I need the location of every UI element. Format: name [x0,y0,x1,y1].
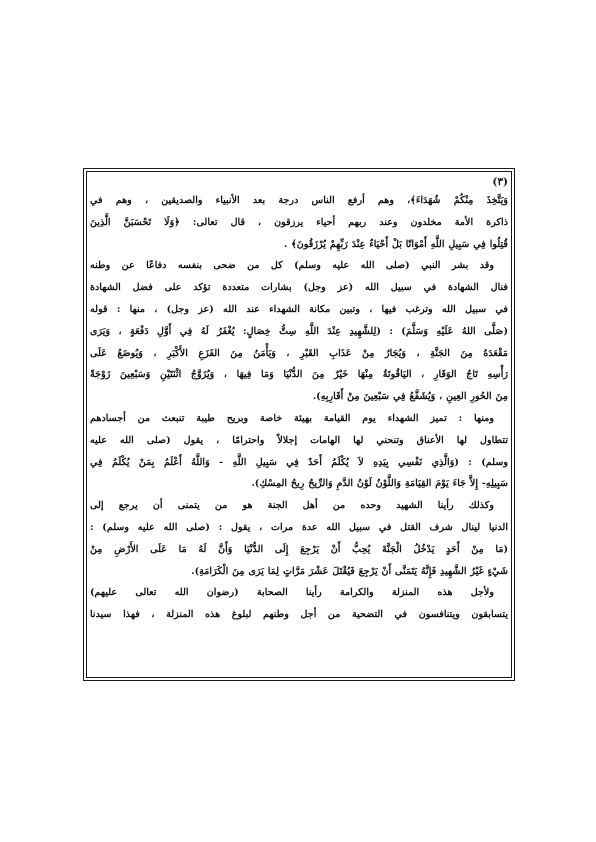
text-line: ولأجل هذه المنزلة والكرامة رأينا الصحابة (رضوان الله تعالى عليهم) [90,587,494,599]
text-line: يتسابقون ويتنافسون في التضحية من أجل وطنهم لبلوغ هذه المنزلة ، فهذا سيدنا [90,609,508,621]
text-line: رَأْسِهِ تَاجُ الوَقَارِ ، اليَاقُوتَةُ مِنْهَا خَيْرٌ مِنَ الدُّنْيَا وَمَا فِيهَا ، وَيُزَوَّجُ اثْنَتَيْنِ وَسَبْعِينَ زَوْجَةً [90,369,508,381]
text-line: ومنها : تميز الشهداء يوم القيامة بهيئة خاصة وبريح طيبة تنبعث من أجسادهم [90,412,494,424]
text-line: سَبِيلِهِ- إِلاَّ جَاءَ يَوْمَ القِيَامَةِ وَاللَّوْنُ لَوْنُ الدَّمِ وَالرِّيحُ رِيحُ المِسْكِ). [251,478,508,490]
text-line: (مَا مِنْ أَحَدٍ يَدْخُلُ الْجَنَّةَ يُحِبُّ أَنْ يَرْجِعَ إِلَى الدُّنْيَا وَأَنَّ لَهُ مَا عَلَى الأَرْضِ مِنْ [90,543,508,555]
text-line: وَيَتَّخِذَ مِنْكُمْ شُهَدَاءَ﴾، وهم أرفع الناس درجة بعد الأنبياء والصديقين ، وهم في [90,195,508,206]
paragraph-5 [90,582,508,626]
text-line: الدنيا لينال شرف القتل في سبيل الله عدة مرات ، يقول : (صلى الله عليه وسلم) : [90,521,508,533]
text-line: وقد بشر النبي (صلى الله عليه وسلم) كل من ضحى بنفسه دفاعًا عن وطنه [90,260,494,272]
text-line: تتطاول لها الأعناق وتنحني لها الهامات إجلالاً واحترامًا ، يقول (صلى الله عليه [90,434,508,446]
paragraph-1 [90,190,508,255]
paragraph-2 [90,255,508,408]
paragraph-4 [90,495,508,582]
paragraph-3 [90,408,508,495]
text-line: (صَلَّى اللهُ عَلَيْهِ وَسَلَّمَ) : (لِلشَّهِيدِ عِنْدَ اللَّهِ سِتُّ خِصَالٍ: يُغْفَرُ لَهُ فِي أَوَّلِ دَفْعَةٍ ، وَيَرَى [90,325,508,337]
text-line: وسلم) : (وَالَّذِي نَفْسِي بِيَدِهِ لاَ يُكْلَمُ أَحَدٌ فِي سَبِيلِ اللَّهِ - وَاللَّهُ أَعْلَمُ بِمَنْ يُكْلَمُ فِي [90,456,508,468]
text-line: شَيْءٍ غَيْرُ الشَّهِيدِ فَإِنَّهُ يَتَمَنَّى أَنْ يَرْجِعَ فَيُقْتَلَ عَشْرَ مَرَّاتٍ لِمَا يَرَى مِنَ الْكَرَامَةِ). [191,565,508,577]
text-line: ذاكرة الأمة مخلدون وعند ربهم أحياء يرزقون ، قال تعالى: ﴿وَلَا تَحْسَبَنَّ الَّذِينَ [90,216,508,228]
text-line: مَقْعَدَهُ مِنَ الجَنَّةِ ، وَيُجَارُ مِنْ عَذَابِ القَبْرِ ، وَيَأْمَنُ مِنَ الفَزَعِ الأَكْبَرِ ، وَيُوضَعُ عَلَى [90,347,508,359]
text-line: في سبيل الله وترغب فيها ، وتبين مكانة الشهداء عند الله (عز وجل) ، منها : قوله [90,303,508,315]
text-line: قُتِلُوا فِي سَبِيلِ اللَّهِ أَمْوَاتًا بَلْ أَحْيَاءٌ عِنْدَ رَبِّهِمْ يُرْزَقُونَ﴾ . [283,238,508,250]
text-line: وكذلك رأينا الشهيد وحده من أهل الجنة هو من يتمنى أن يرجع إلى [90,500,494,512]
text-line: فنال الشهادة في سبيل الله (عز وجل) بشارات متعددة تؤكد على فضل الشهادة [90,282,508,294]
text-line: مِنَ الحُورِ العِينِ ، وَيُشَفَّعُ فِي سَبْعِينَ مِنْ أَقَارِبِهِ). [312,391,508,403]
page-number: (٣) [492,176,508,188]
document-page [90,174,508,626]
